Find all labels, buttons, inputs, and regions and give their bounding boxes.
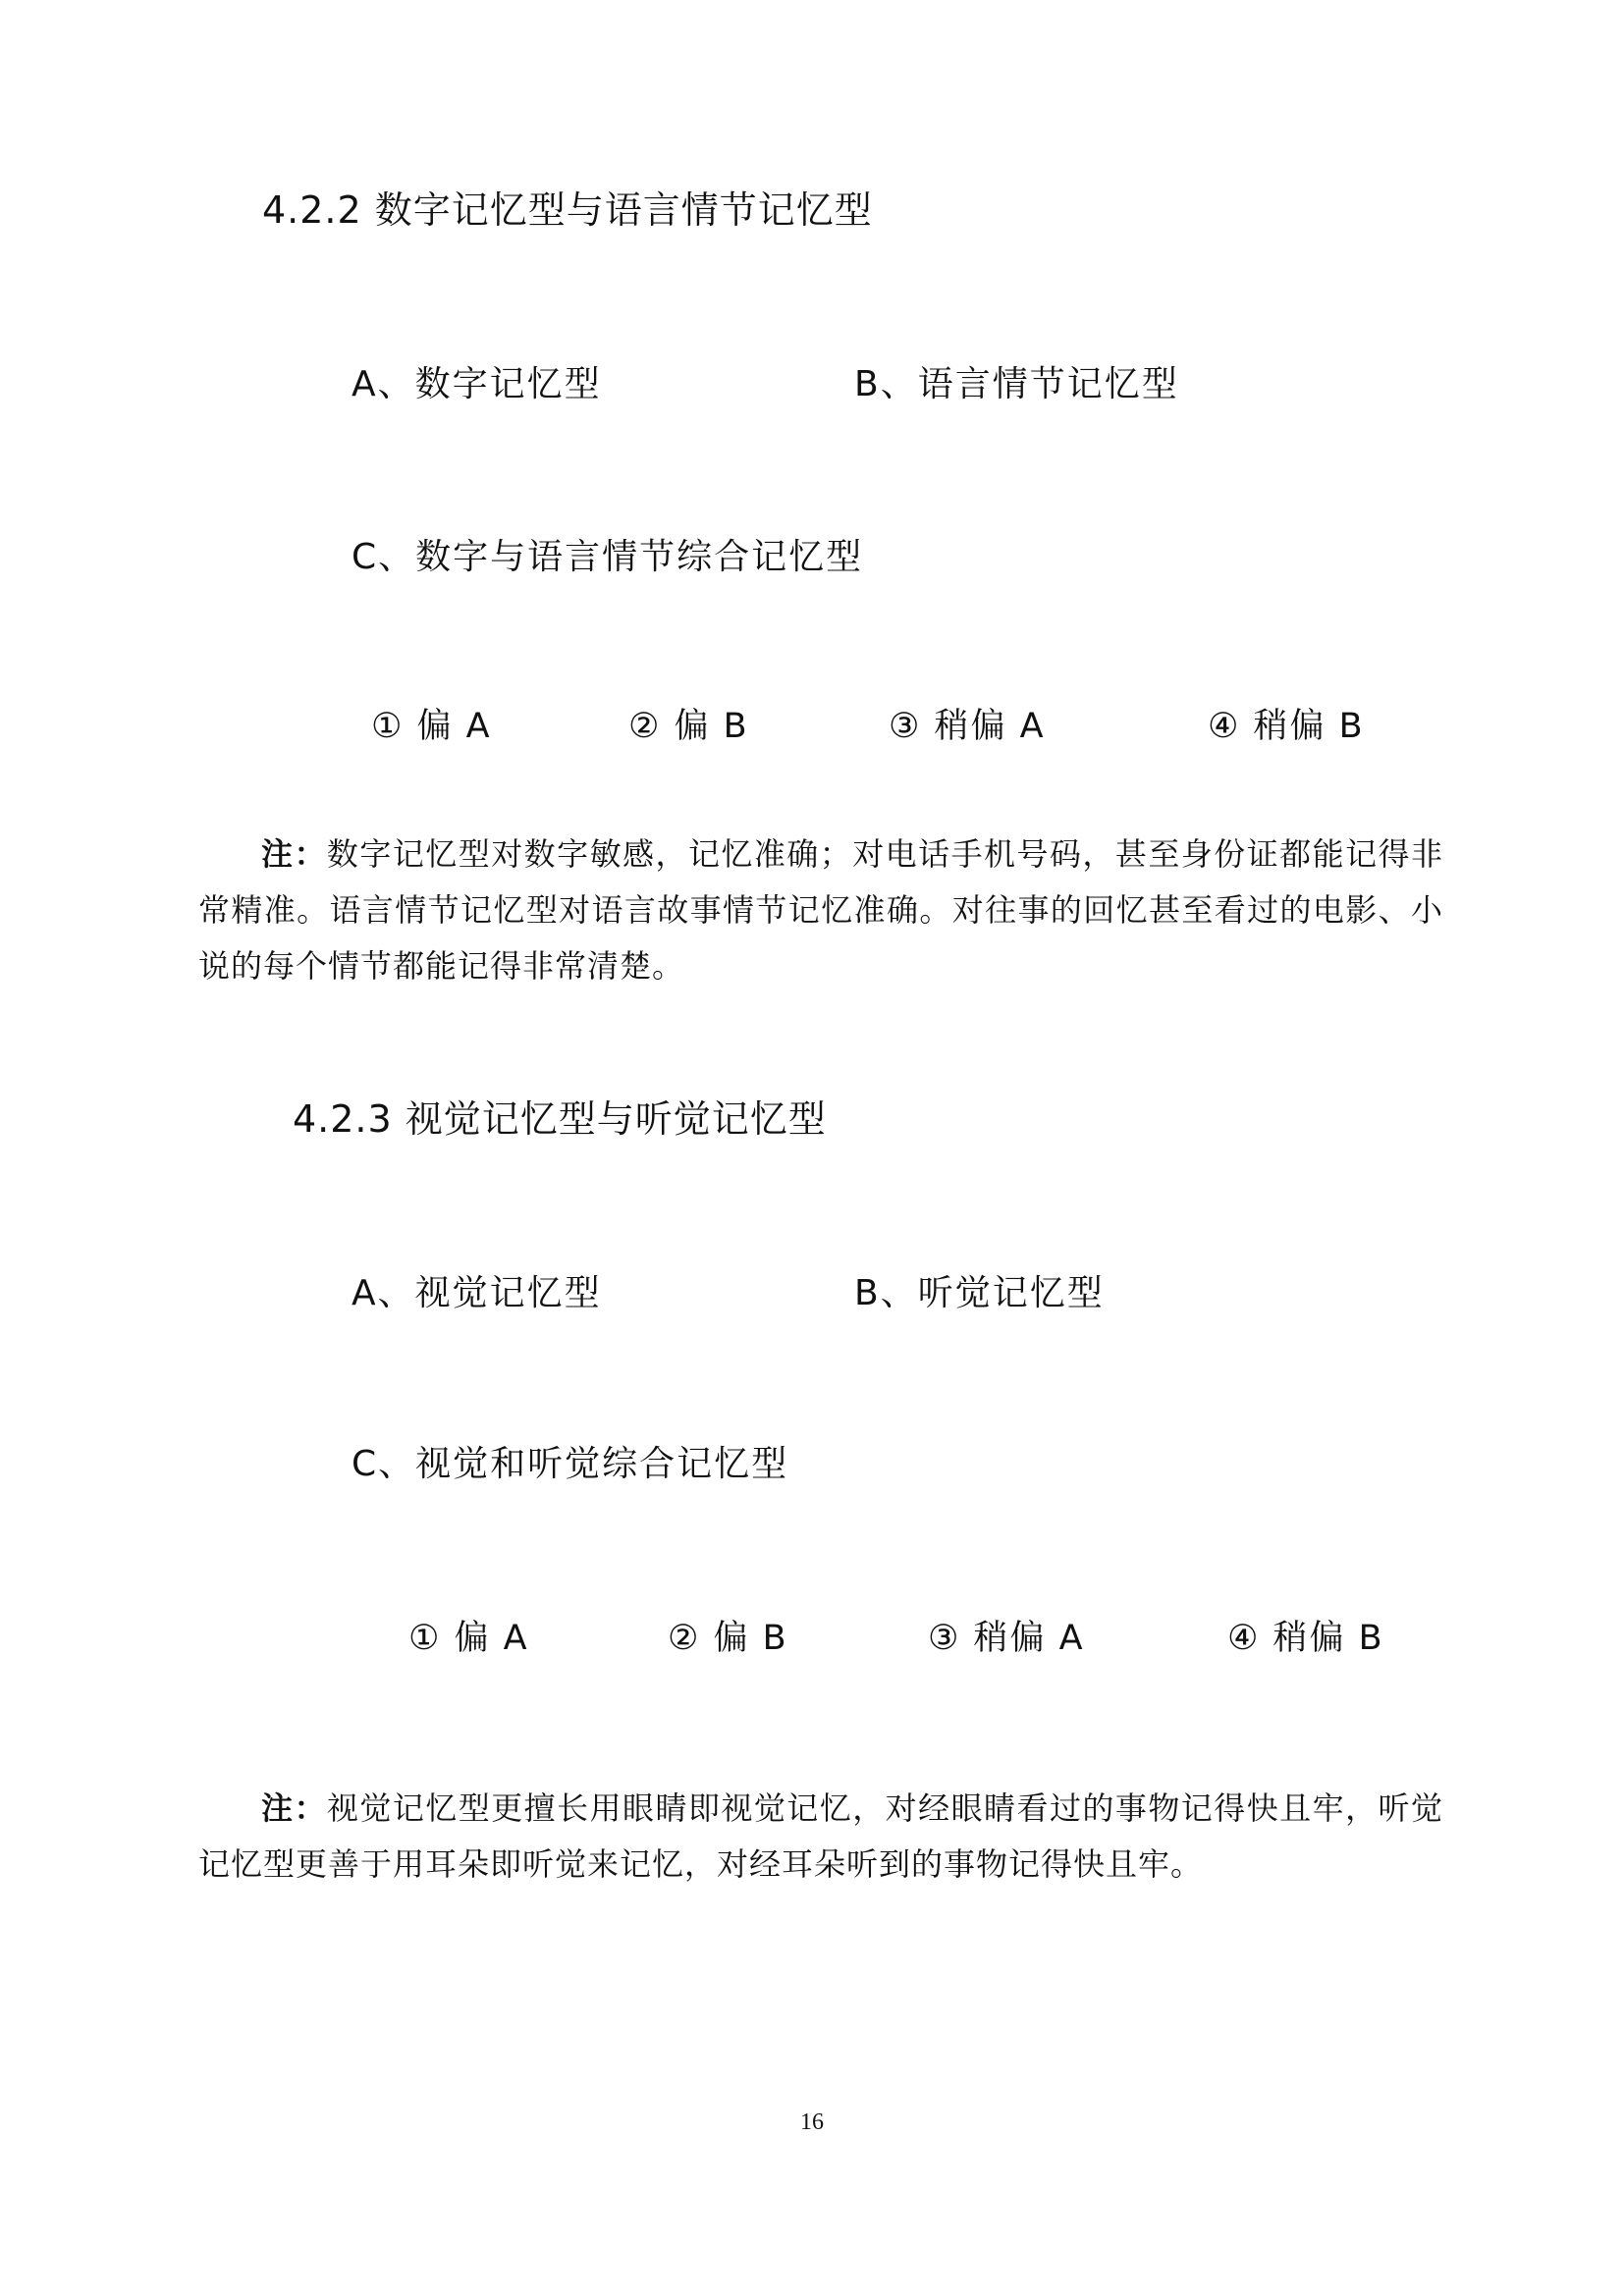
choice-lean-a: ① 偏 A <box>408 1619 529 1658</box>
option-c-combined-memory: C、数字与语言情节综合记忆型 <box>352 537 864 577</box>
choice-slightly-lean-a: ③ 稍偏 A <box>889 707 1046 746</box>
option-b-auditory-memory: B、听觉记忆型 <box>854 1273 1105 1313</box>
note-paragraph <box>198 827 1443 994</box>
choice-lean-b: ② 偏 B <box>628 707 749 746</box>
note-text: 数字记忆型对数字敏感，记忆准确；对电话手机号码，甚至身份证都能记得非常精准。语言情节记忆型对语言故事情节记忆准确。对往事的回忆甚至看过的电影、小说的每个情节都能记得非常清楚。 <box>198 835 1443 985</box>
note-paragraph <box>198 1781 1443 1893</box>
choice-slightly-lean-b: ④ 稍偏 B <box>1208 707 1365 746</box>
page-number: 16 <box>800 2109 824 2135</box>
note-label: 注： <box>261 1789 327 1827</box>
option-a-visual-memory: A、视觉记忆型 <box>352 1273 602 1313</box>
choice-slightly-lean-b: ④ 稍偏 B <box>1227 1619 1384 1658</box>
option-b-verbal-episodic-memory: B、语言情节记忆型 <box>854 364 1179 404</box>
choice-slightly-lean-a: ③ 稍偏 A <box>928 1619 1085 1658</box>
choice-lean-a: ① 偏 A <box>371 707 492 746</box>
section-heading-4-2-3: 4.2.3 视觉记忆型与听觉记忆型 <box>293 1097 827 1141</box>
note-text: 视觉记忆型更擅长用眼睛即视觉记忆，对经眼睛看过的事物记得快且牢，听觉记忆型更善于用耳朵即听觉来记忆，对经耳朵听到的事物记得快且牢。 <box>198 1789 1443 1883</box>
option-a-numeric-memory: A、数字记忆型 <box>352 364 602 404</box>
option-c-combined-memory: C、视觉和听觉综合记忆型 <box>352 1444 789 1484</box>
note-label: 注： <box>261 835 327 873</box>
choice-lean-b: ② 偏 B <box>668 1619 788 1658</box>
section-heading-4-2-2: 4.2.2 数字记忆型与语言情节记忆型 <box>262 188 873 232</box>
